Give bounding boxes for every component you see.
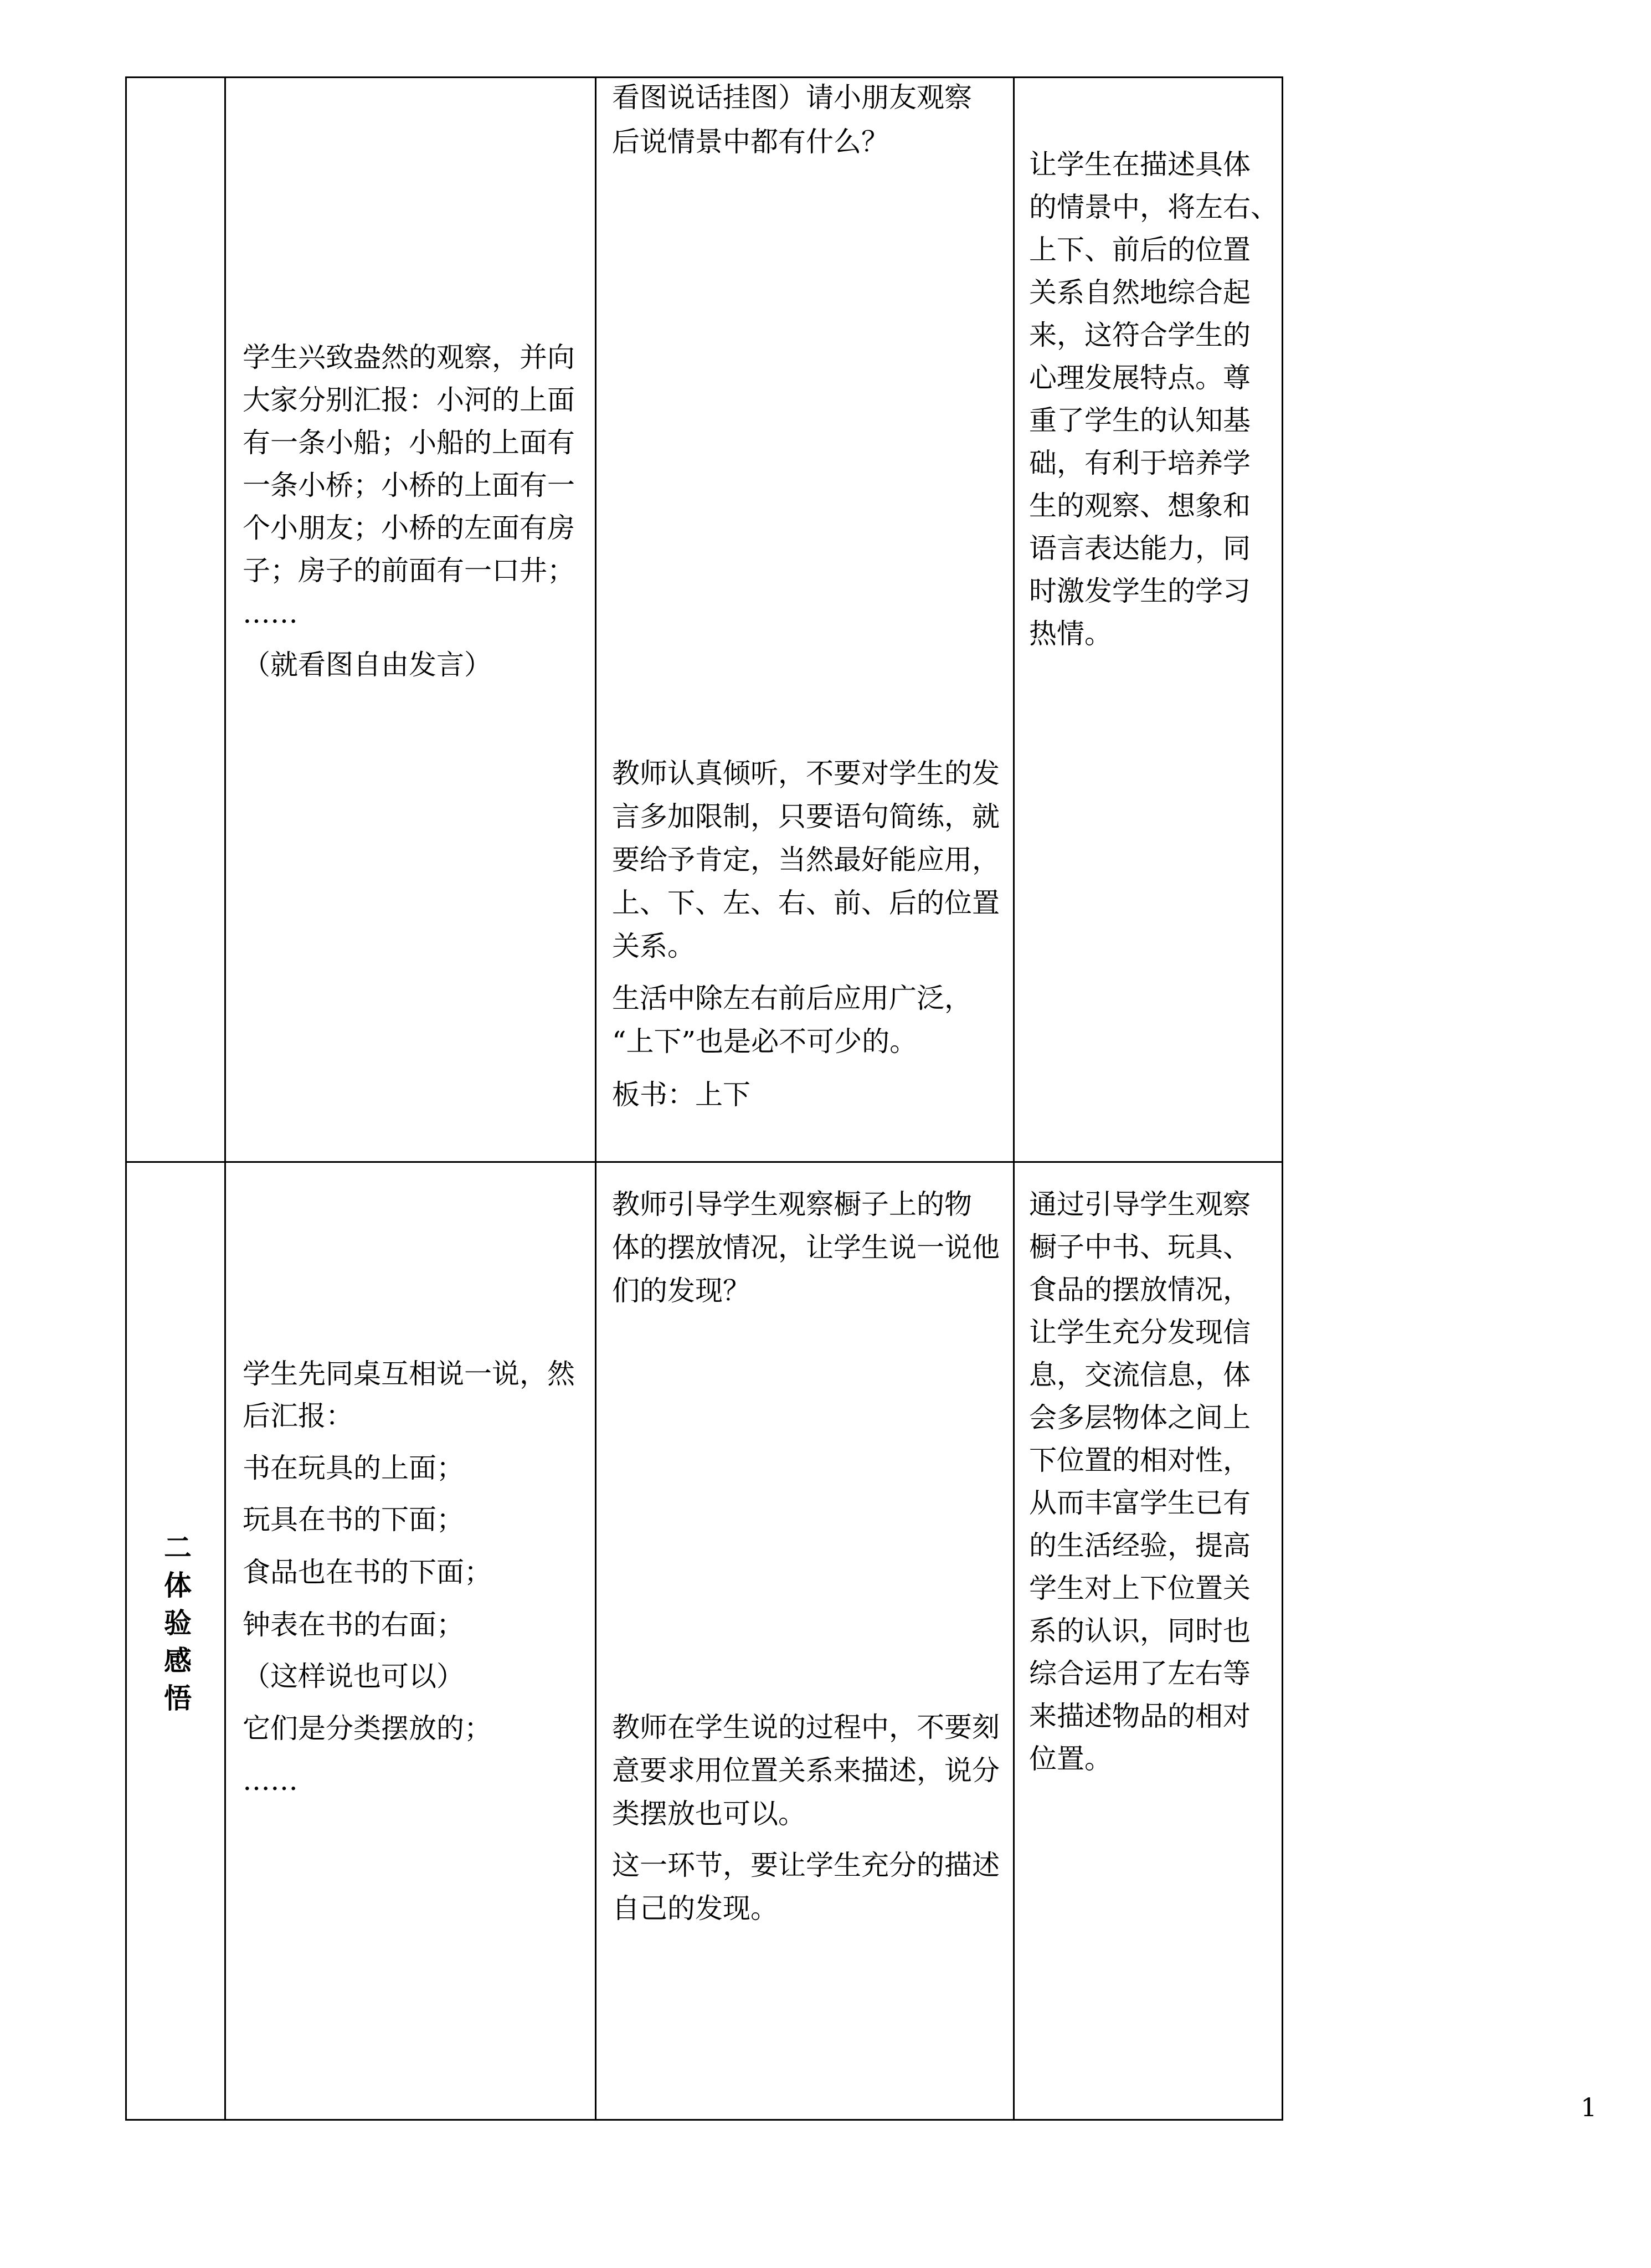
text-line: 后说情景中都有什么？ bbox=[612, 126, 889, 158]
text-line: 让学生在描述具体 bbox=[1029, 148, 1251, 181]
text-line: 学生先同桌互相说一说，然 bbox=[243, 1358, 575, 1390]
text-line: 下位置的相对性， bbox=[1029, 1444, 1251, 1476]
lesson-plan-table bbox=[125, 76, 1283, 2121]
text-line: 从而丰富学生已有 bbox=[1029, 1487, 1251, 1519]
text-line: 来，这符合学生的 bbox=[1029, 319, 1251, 351]
text-line: 个小朋友；小桥的左面有房 bbox=[243, 512, 575, 544]
text-line: …… bbox=[243, 1764, 298, 1797]
text-line: 教师在学生说的过程中，不要刻 bbox=[612, 1711, 1000, 1743]
design-intent-cell bbox=[1014, 1162, 1283, 2120]
text-line: 关系自然地综合起 bbox=[1029, 276, 1251, 309]
text-line: 一条小桥；小桥的上面有一 bbox=[243, 469, 575, 501]
text-line: 来描述物品的相对 bbox=[1029, 1700, 1251, 1732]
text-line: 会多层物体之间上 bbox=[1029, 1402, 1251, 1434]
text-line: 子；房子的前面有一口井； bbox=[243, 555, 575, 587]
table-row bbox=[126, 78, 1283, 1162]
text-line: 让学生充分发现信 bbox=[1029, 1316, 1251, 1348]
text-line: 板书：上下 bbox=[612, 1079, 750, 1111]
student-activity-cell bbox=[225, 1162, 596, 2120]
text-line: 关系。 bbox=[612, 930, 695, 962]
text-line: 食品也在书的下面； bbox=[243, 1556, 492, 1588]
text-line: 系的认识，同时也 bbox=[1029, 1615, 1251, 1647]
teacher-activity-cell bbox=[596, 1162, 1014, 2120]
text-line: 体的摆放情况，让学生说一说他 bbox=[612, 1232, 1000, 1264]
text-line: 后汇报： bbox=[243, 1400, 353, 1432]
teacher-activity-cell bbox=[596, 78, 1014, 1162]
text-line: （就看图自由发言） bbox=[243, 649, 492, 681]
section-label: 二体验感悟 bbox=[160, 1533, 192, 1721]
text-line: 心理发展特点。尊 bbox=[1029, 362, 1251, 394]
text-line: 言多加限制，只要语句简练，就 bbox=[612, 801, 1000, 833]
text-line: 综合运用了左右等 bbox=[1029, 1658, 1251, 1690]
text-line: 热情。 bbox=[1029, 618, 1112, 650]
text-line: 上下、前后的位置 bbox=[1029, 234, 1251, 266]
text-line: 重了学生的认知基 bbox=[1029, 404, 1251, 437]
text-line: 食品的摆放情况， bbox=[1029, 1274, 1251, 1306]
text-line: （这样说也可以） bbox=[243, 1660, 464, 1692]
student-activity-cell bbox=[225, 78, 596, 1162]
text-line: 时激发学生的学习 bbox=[1029, 575, 1251, 607]
text-line: 教师引导学生观察橱子上的物 bbox=[612, 1188, 972, 1220]
text-line: 要给予肯定，当然最好能应用， bbox=[612, 844, 1000, 876]
text-line: 钟表在书的右面； bbox=[243, 1609, 464, 1641]
text-line: 它们是分类摆放的； bbox=[243, 1712, 492, 1744]
text-line: 息，交流信息，体 bbox=[1029, 1359, 1251, 1391]
text-line: 们的发现？ bbox=[612, 1275, 750, 1307]
text-line: 有一条小船；小船的上面有 bbox=[243, 427, 575, 459]
text-line: 书在玩具的上面； bbox=[243, 1452, 464, 1484]
text-line: 类摆放也可以。 bbox=[612, 1798, 806, 1830]
text-line: 生的观察、想象和 bbox=[1029, 490, 1251, 522]
design-intent-cell bbox=[1014, 78, 1283, 1162]
text-line: 语言表达能力，同 bbox=[1029, 532, 1251, 565]
text-line: 的情景中，将左右、 bbox=[1029, 191, 1278, 223]
text-line: 教师认真倾听，不要对学生的发 bbox=[612, 757, 1000, 789]
text-line: 大家分别汇报：小河的上面 bbox=[243, 384, 575, 416]
text-line: 上、下、左、右、前、后的位置 bbox=[612, 887, 1000, 919]
text-line: 位置。 bbox=[1029, 1743, 1112, 1775]
table-row bbox=[126, 1162, 1283, 2120]
text-line: 意要求用位置关系来描述，说分 bbox=[612, 1754, 1000, 1787]
text-line: 生活中除左右前后应用广泛， bbox=[612, 982, 972, 1014]
text-line: 自己的发现。 bbox=[612, 1892, 778, 1925]
text-line: “上下”也是必不可少的。 bbox=[612, 1025, 918, 1058]
text-line: 础，有利于培养学 bbox=[1029, 447, 1251, 479]
text-line: 玩具在书的下面； bbox=[243, 1504, 464, 1536]
section-cell bbox=[126, 1162, 225, 2120]
text-line: 通过引导学生观察 bbox=[1029, 1188, 1251, 1220]
text-line: 学生兴致盎然的观察，并向 bbox=[243, 341, 575, 373]
text-line: …… bbox=[243, 597, 298, 629]
section-cell bbox=[126, 78, 225, 1162]
text-line: 的生活经验，提高 bbox=[1029, 1530, 1251, 1562]
text-line: 看图说话挂图）请小朋友观察 bbox=[612, 81, 972, 114]
text-line: 这一环节，要让学生充分的描述 bbox=[612, 1849, 1000, 1881]
page-number: 1 bbox=[1581, 2092, 1597, 2122]
text-line: 学生对上下位置关 bbox=[1029, 1572, 1251, 1604]
text-line: 橱子中书、玩具、 bbox=[1029, 1231, 1251, 1263]
